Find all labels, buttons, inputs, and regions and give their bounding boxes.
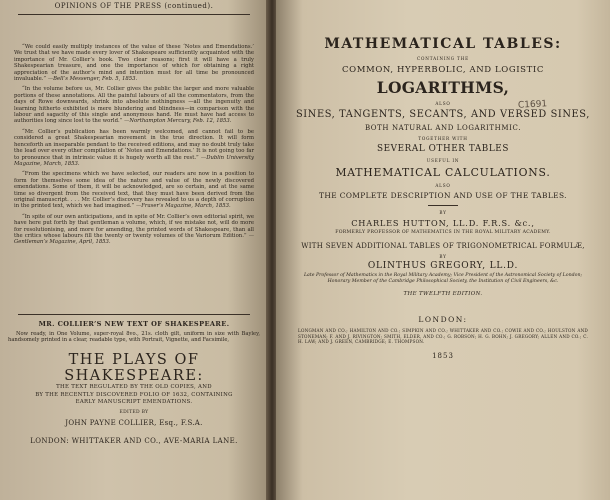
natural-label: BOTH NATURAL AND LOGARITHMIC. xyxy=(364,124,522,132)
advert-body: Now ready, in One Volume, super-royal 8vo., 21s. cloth gilt, uniform in size with Bayley, handsomely printed in a clear, readable type, with Portrait, Vignette, and Facsimile, xyxy=(8,331,260,344)
advert-publisher: LONDON: WHITTAKER AND CO., AVE-MARIA LANE. xyxy=(30,437,238,446)
header-rule xyxy=(18,14,250,15)
press-quote xyxy=(14,129,254,167)
advert-emendations: EARLY MANUSCRIPT EMENDATIONS. xyxy=(75,398,193,405)
press-quote xyxy=(14,86,254,124)
book-title: MATHEMATICAL TABLES: xyxy=(324,36,562,52)
pencil-shelfmark: C1691 xyxy=(517,99,548,111)
useful-label: USEFUL IN xyxy=(426,158,460,163)
containing-label: CONTAINING THE xyxy=(417,56,469,61)
publishers-list: LONGMAN AND CO.; HAMILTON AND CO.; SIMPKIN AND CO.; WHITTAKER AND CO.; COWIE AND CO.; HOULSTON AND STONEMAN; F. AND J. RIVINGTON; SMITH, ELDER, AND CO.; G. ROBSON; H. G. BOHN; J. GREGORY; ALLEN AND CO.; C. H. LAW; AND J. GREEN, CAMBRIDGE; E. THOMPSON. xyxy=(298,328,588,344)
several-tables: SEVERAL OTHER TABLES xyxy=(377,144,509,154)
press-quote xyxy=(14,171,254,209)
quote-text: “In spite of our own anticipations, and in spite of Mr. Collier’s own editorial spirit, we have here put forth by that gentleman a volume, which, if we mistake not, will do more for resolutionising, and more for amending, the printed words of Shakespeare, than all the critics whose labours fill the twenty or twenty volumes of the Variorum Edition.” xyxy=(14,213,254,239)
quote-source: —Dublin University Magazine, March, 1853. xyxy=(14,154,254,167)
subtitle: COMMON, HYPERBOLIC, AND LOGISTIC xyxy=(342,65,544,75)
quote-source: —Fraser’s Magazine, March, 1853. xyxy=(135,203,231,210)
additional-tables: WITH SEVEN ADDITIONAL TABLES OF TRIGONOMETRICAL FORMULÆ, xyxy=(301,242,585,250)
description-line: THE COMPLETE DESCRIPTION AND USE OF THE TABLES. xyxy=(319,191,567,200)
coauthor-description: Late Professor of Mathematics in the Royal Military Academy; Vice President of the Astronomical Society of London; Honorary Member of the Cambridge Philosophical Society, the Institution of Civil Engineers, &c. xyxy=(303,273,583,284)
quote-text: “Mr. Collier’s publication has been warmly welcomed, and cannot fail to be considered a great Shakespearian movement in the true direction. It will form henceforth an inseparable pendant to the received editions, and may no doubt truly take the lead over every other compilation of ‘Notes and Emendations.’ It is not going too far to pronounce that in intrinsic value it is hugely worth all the rest.” xyxy=(14,128,254,161)
advert-edited-by: EDITED BY xyxy=(119,410,149,416)
calculations-heading: MATHEMATICAL CALCULATIONS. xyxy=(335,166,551,179)
imprint-year: 1853 xyxy=(432,351,454,360)
advert-rule xyxy=(18,314,250,315)
sines-heading: SINES, TANGENTS, SECANTS, AND VERSED SINES, xyxy=(296,109,590,120)
advert-plays-heading: THE PLAYS OF SHAKESPEARE: xyxy=(64,352,204,385)
also-label-2: ALSO xyxy=(435,183,451,188)
quote-text: “We could easily multiply instances of the value of these ‘Notes and Emendations.’ We trust that we have made every lover of Shakespeare sufficiently acquainted with the importance of Mr. Collier’s book. Two clear reasons; first it will have a truly Shakespearian treasure, and one the importance of which for obtaining a right appreciation of the author’s mind and intention must for all time be pronounced invaluable.” xyxy=(14,44,254,83)
imprint-city: LONDON: xyxy=(418,315,468,324)
quote-source: —Gentleman’s Magazine, April, 1853. xyxy=(14,232,255,246)
author-name: CHARLES HUTTON, LL.D. F.R.S. &c., xyxy=(351,218,535,228)
logarithms-heading: LOGARITHMS, xyxy=(376,78,510,97)
quote-source: —Northampton Mercury, Feb. 12, 1853. xyxy=(124,118,232,125)
right-page xyxy=(276,0,610,500)
title-block xyxy=(276,36,610,360)
advert-discovered: BY THE RECENTLY DISCOVERED FOLIO OF 1632, CONTAINING xyxy=(35,391,233,398)
quote-text: “From the specimens which we have selected, our readers are now in a position to form for themselves some idea of the nature and value of the newly discovered emendations. Some of them, it will be acknowledged, are so certain, and at the same time so divergent from the received text, that they must have been derived from the original manuscript. . . . Mr. Collier’s discovery has revealed to us a depth of corruption in the printed text, which we had imagined.” xyxy=(14,171,254,210)
advert-editor: JOHN PAYNE COLLIER, Esq., F.S.A. xyxy=(65,419,203,428)
author-description: FORMERLY PROFESSOR OF MATHEMATICS IN THE ROYAL MILITARY ACADEMY. xyxy=(335,230,551,235)
shakespeare-advert xyxy=(8,320,260,445)
press-quotes xyxy=(14,44,254,250)
coauthor-name: OLINTHUS GREGORY, LL.D. xyxy=(367,261,519,271)
by-label-2: BY xyxy=(439,254,447,259)
advert-regulated: THE TEXT REGULATED BY THE OLD COPIES, AND xyxy=(56,384,212,391)
quote-source: —Bell’s Messenger, Feb. 5, 1853. xyxy=(47,76,138,83)
quote-text: “In the volume before us, Mr. Collier gives the public the larger and more valuable portions of these annotations. All the painful labours of all the commentators, from the days of Rowe downwards, shrink into absolute nothingness —all the ingenuity and learning hitherto exhibited is mere blundering and blindness—in comparison with the labour and sagacity of this single and anonymous hand. He must have had access to authorities long since lost to the world.” xyxy=(14,86,254,125)
left-page-header: OPINIONS OF THE PRESS (continued). xyxy=(54,2,214,10)
title-rule xyxy=(428,205,458,206)
edition-label: THE TWELFTH EDITION. xyxy=(403,291,483,297)
press-quote xyxy=(14,44,254,82)
together-label: TOGETHER WITH xyxy=(418,136,468,141)
left-page xyxy=(0,0,268,500)
also-label: ALSO xyxy=(435,101,451,106)
by-label: BY xyxy=(439,210,447,215)
advert-title: MR. COLLIER’S NEW TEXT OF SHAKESPEARE. xyxy=(38,320,230,328)
press-quote xyxy=(14,214,254,246)
